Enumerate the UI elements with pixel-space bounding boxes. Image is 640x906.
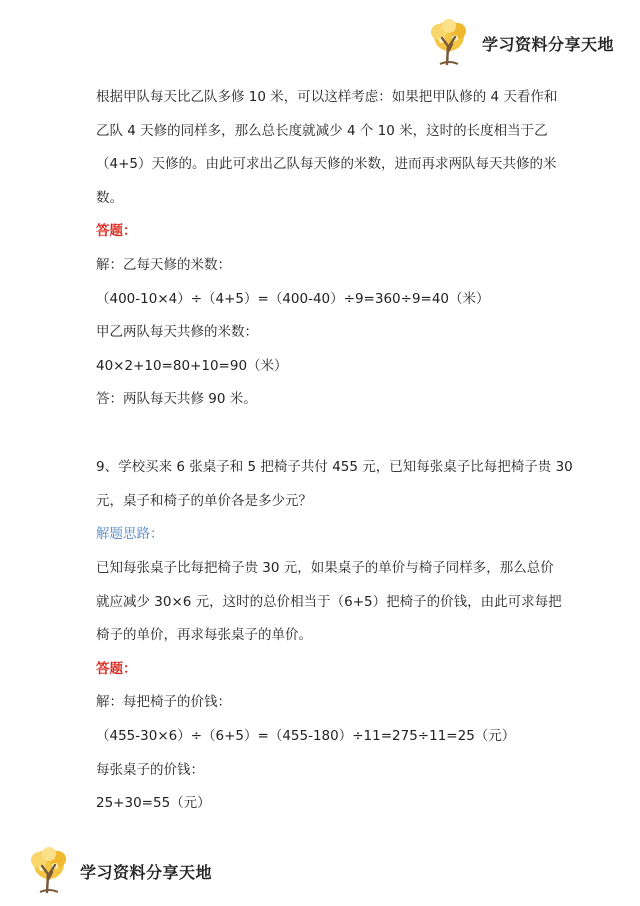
formula-line: 40×2+10=80+10=90（米） xyxy=(96,358,288,374)
text-line: 答：两队每天共修 90 米。 xyxy=(96,391,257,407)
approach-heading: 解题思路： xyxy=(96,526,164,542)
text-line: 已知每张桌子比每把椅子贵 30 元，如果桌子的单价与椅子同样多，那么总价 xyxy=(96,560,554,576)
text-line: 每张桌子的价钱： xyxy=(96,762,204,778)
question-line: 9、学校买来 6 张桌子和 5 把椅子共付 455 元，已知每张桌子比每把椅子贵 30 xyxy=(96,459,573,475)
answer-heading: 答题： xyxy=(96,223,137,239)
formula-line: （400-10×4）÷（4+5）=（400-40）÷9=360÷9=40（米） xyxy=(96,291,490,307)
text-line: 就应减少 30×6 元，这时的总价相当于（6+5）把椅子的价钱，由此可求每把 xyxy=(96,594,562,610)
text-line: （4+5）天修的。由此可求出乙队每天修的米数，进而再求两队每天共修的米 xyxy=(96,156,557,172)
text-line: 解：每把椅子的价钱： xyxy=(96,694,231,710)
text-line: 解：乙每天修的米数： xyxy=(96,257,231,273)
text-line: 乙队 4 天修的同样多，那么总长度就减少 4 个 10 米，这时的长度相当于乙 xyxy=(96,123,548,139)
brand-name: 学习资料分享天地 xyxy=(482,34,615,54)
brand-name: 学习资料分享天地 xyxy=(80,862,213,882)
header-logo xyxy=(424,18,614,68)
formula-line: 25+30=55（元） xyxy=(96,795,211,811)
formula-line: （455-30×6）÷（6+5）=（455-180）÷11=275÷11=25（元） xyxy=(96,728,516,744)
text-line: 根据甲队每天比乙队多修 10 米，可以这样考虑：如果把甲队修的 4 天看作和 xyxy=(96,89,558,105)
question-line: 元，桌子和椅子的单价各是多少元？ xyxy=(96,493,312,509)
text-line: 甲乙两队每天共修的米数： xyxy=(96,324,258,340)
text-line: 数。 xyxy=(96,190,123,206)
tree-logo-icon xyxy=(424,18,474,68)
tree-logo-icon xyxy=(24,846,74,896)
text-line: 椅子的单价，再求每张桌子的单价。 xyxy=(96,627,312,643)
answer-heading: 答题： xyxy=(96,661,137,677)
footer-logo xyxy=(24,846,212,896)
